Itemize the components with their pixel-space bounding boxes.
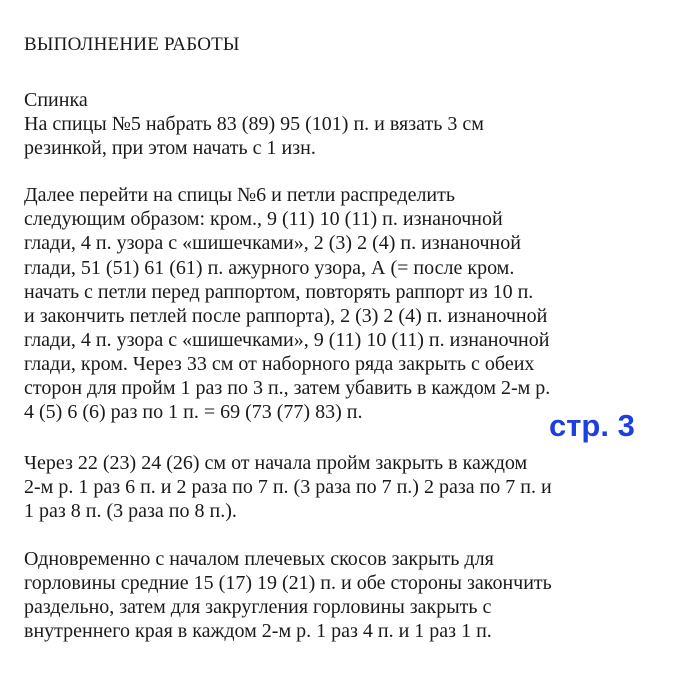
text-line: 1 раз 8 п. (3 раза по 8 п.).	[24, 500, 237, 522]
text-line: 4 (5) 6 (6) раз по 1 п. = 69 (73 (77) 83) п.	[24, 401, 363, 423]
text-line: 2-м р. 1 раз 6 п. и 2 раза по 7 п. (3 раза по 7 п.) 2 раза по 7 п. и	[24, 476, 552, 498]
text-line: глади, кром. Через 33 см от наборного ряда закрыть с обеих	[24, 353, 535, 375]
text-line: глади, 4 п. узора с «шишечками», 9 (11) 10 (11) п. изнаночной	[24, 329, 550, 351]
text-line: раздельно, затем для закругления горловины закрыть с	[24, 596, 492, 618]
page-number-label: стр. 3	[549, 408, 635, 443]
document-heading: ВЫПОЛНЕНИЕ РАБОТЫ	[24, 34, 240, 55]
text-line: глади, 51 (51) 61 (61) п. ажурного узора, А (= после кром.	[24, 257, 515, 279]
text-line: Через 22 (23) 24 (26) см от начала пройм закрыть в каждом	[24, 452, 528, 474]
text-line: следующим образом: кром., 9 (11) 10 (11) п. изнаночной	[24, 208, 503, 230]
text-line: внутреннего края в каждом 2-м р. 1 раз 4 п. и 1 раз 1 п.	[24, 620, 492, 642]
text-line: Далее перейти на спицы №6 и петли распределить	[24, 184, 455, 206]
text-line: начать с петли перед раппортом, повторять раппорт из 10 п.	[24, 281, 534, 303]
text-line: резинкой, при этом начать с 1 изн.	[24, 137, 316, 159]
text-line: глади, 4 п. узора с «шишечками», 2 (3) 2 (4) п. изнаночной	[24, 232, 521, 254]
text-line: На спицы №5 набрать 83 (89) 95 (101) п. и вязать 3 см	[24, 113, 484, 135]
text-line: Одновременно с началом плечевых скосов закрыть для	[24, 548, 494, 570]
text-line: и закончить петлей после раппорта), 2 (3) 2 (4) п. изнаночной	[24, 305, 548, 327]
text-line: горловины средние 15 (17) 19 (21) п. и обе стороны закончить	[24, 572, 552, 594]
section-title: Спинка	[24, 89, 88, 111]
text-line: сторон для пройм 1 раз по 3 п., затем убавить в каждом 2-м р.	[24, 377, 551, 399]
